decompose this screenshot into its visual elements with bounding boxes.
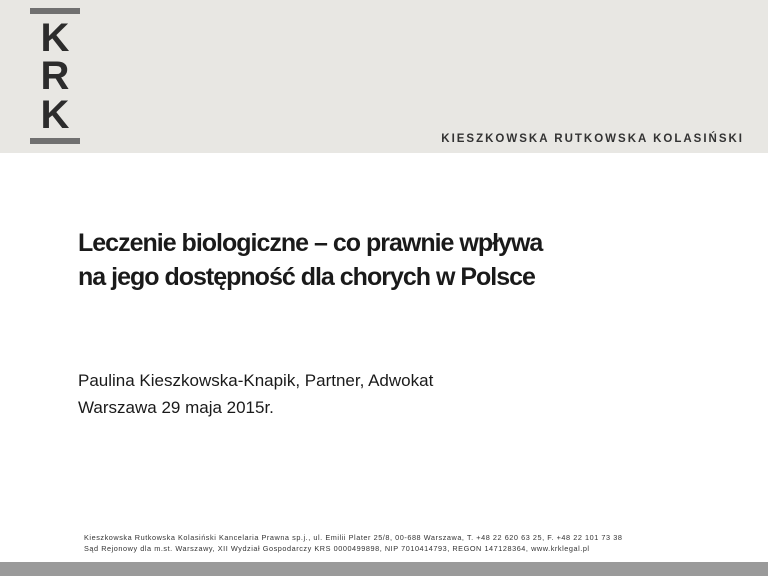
slide-title-line-2: na jego dostępność dla chorych w Polsce xyxy=(78,263,535,291)
header-band xyxy=(0,0,768,153)
firm-name: KIESZKOWSKA RUTKOWSKA KOLASIŃSKI xyxy=(441,133,744,145)
footer-line-2: Sąd Rejonowy dla m.st. Warszawy, XII Wydział Gospodarczy KRS 0000499898, NIP 7010414793, REGON 147128364, www.krklegal.pl xyxy=(84,544,590,553)
footer-line-1: Kieszkowska Rutkowska Kolasiński Kancelaria Prawna sp.j., ul. Emilii Plater 25/8, 00-688 Warszawa, T. +48 22 620 63 25, F. +48 22 101 73 38 xyxy=(84,533,623,542)
date-line: Warszawa 29 maja 2015r. xyxy=(78,398,274,417)
slide-subtitle xyxy=(78,367,433,421)
slide-title xyxy=(78,226,698,294)
krk-logo xyxy=(30,8,80,145)
logo-bottom-bar xyxy=(30,138,80,144)
presenter-line: Paulina Kieszkowska-Knapik, Partner, Adwokat xyxy=(78,371,434,390)
logo-letter-r: R xyxy=(40,54,70,98)
logo-top-bar xyxy=(30,8,80,14)
footer-bar xyxy=(0,562,768,576)
footer-address xyxy=(84,532,622,554)
slide-title-line-1: Leczenie biologiczne – co prawnie wpływa xyxy=(78,229,543,257)
logo-letter-k-second: K xyxy=(40,93,70,137)
logo-letter-k: K xyxy=(40,16,70,60)
